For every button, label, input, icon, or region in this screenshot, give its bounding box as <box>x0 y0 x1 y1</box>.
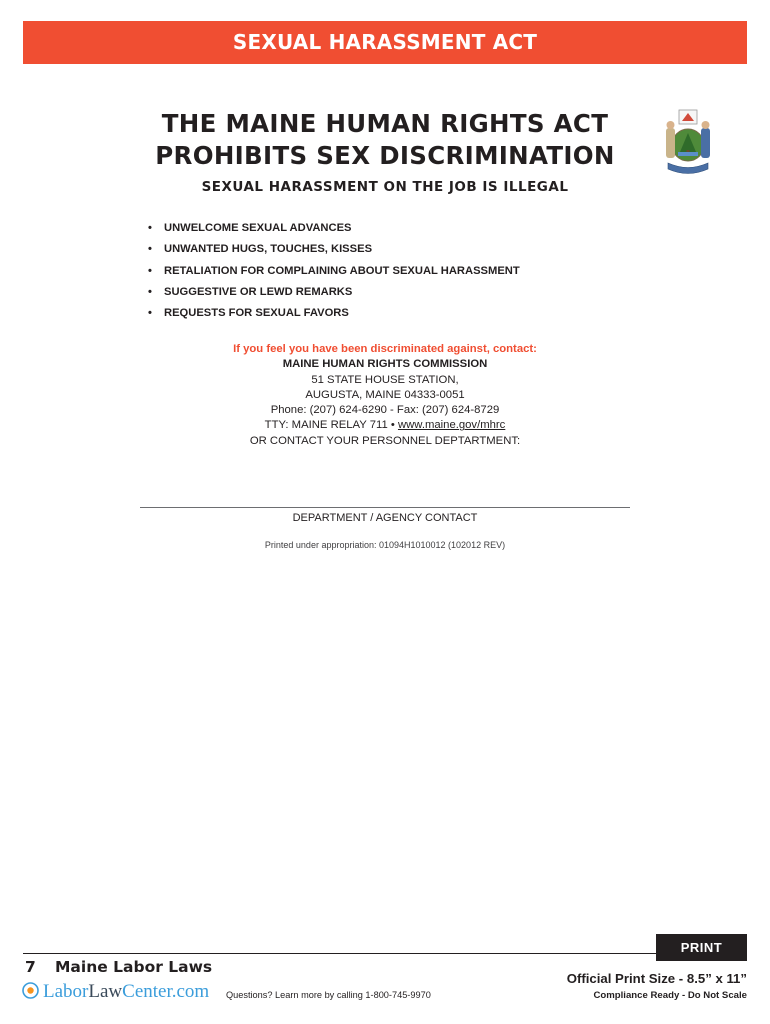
banner-title: SEXUAL HARASSMENT ACT <box>232 30 538 54</box>
list-item: • SUGGESTIVE OR LEWD REMARKS <box>148 285 353 298</box>
laborlawcenter-logo[interactable] <box>22 981 209 1005</box>
print-button[interactable]: PRINT <box>656 934 747 961</box>
signature-line <box>140 507 630 508</box>
logo-center: Center.com <box>122 981 210 1002</box>
poster-title-line-1: THE MAINE HUMAN RIGHTS ACT <box>161 109 609 138</box>
page-number: 7 <box>25 958 36 976</box>
compliance-note: Compliance Ready - Do Not Scale <box>593 990 747 1001</box>
logo-labor: Labor <box>43 981 89 1002</box>
poster-title <box>120 108 650 172</box>
violation-list <box>148 218 618 324</box>
list-item: • UNWANTED HUGS, TOUCHES, KISSES <box>148 243 373 256</box>
poster-title-line-2: PROHIBITS SEX DISCRIMINATION <box>155 141 615 170</box>
page-heading <box>25 957 212 977</box>
list-item: • REQUESTS FOR SEXUAL FAVORS <box>148 307 349 320</box>
footer-divider <box>23 953 747 954</box>
address-line-1: 51 STATE HOUSE STATION, <box>311 373 459 386</box>
list-item: • UNWELCOME SEXUAL ADVANCES <box>148 222 352 234</box>
contact-block <box>140 342 630 449</box>
personnel-line: OR CONTACT YOUR PERSONNEL DEPTARTMENT: <box>249 434 521 447</box>
page-title: Maine Labor Laws <box>55 958 213 976</box>
poster-subtitle: SEXUAL HARASSMENT ON THE JOB IS ILLEGAL <box>201 179 569 195</box>
questions-text: Questions? Learn more by calling 1-800-745-9970 <box>226 990 431 1000</box>
list-item: • RETALIATION FOR COMPLAINING ABOUT SEXUAL HARASSMENT <box>148 264 520 277</box>
header-banner <box>23 21 747 64</box>
maine-state-seal-icon <box>660 108 716 178</box>
contact-intro: If you feel you have been discriminated against, contact: <box>233 343 537 355</box>
tty-line <box>140 418 630 433</box>
target-circle-icon <box>22 982 39 999</box>
address-line-2: AUGUSTA, MAINE 04333-0051 <box>305 388 465 401</box>
department-contact-label: DEPARTMENT / AGENCY CONTACT <box>292 512 478 524</box>
official-print-size: Official Print Size - 8.5” x 11” <box>566 971 747 986</box>
commission-name: MAINE HUMAN RIGHTS COMMISSION <box>282 358 488 371</box>
printed-appropriation: Printed under appropriation: 01094H1010012 (102012 REV) <box>264 540 506 550</box>
mhrc-website-link[interactable]: www.maine.gov/mhrc <box>397 419 506 432</box>
logo-law: Law <box>88 981 123 1002</box>
phone-fax: Phone: (207) 624-6290 - Fax: (207) 624-8729 <box>270 404 500 417</box>
tty-text: TTY: MAINE RELAY 711 • <box>264 419 398 432</box>
